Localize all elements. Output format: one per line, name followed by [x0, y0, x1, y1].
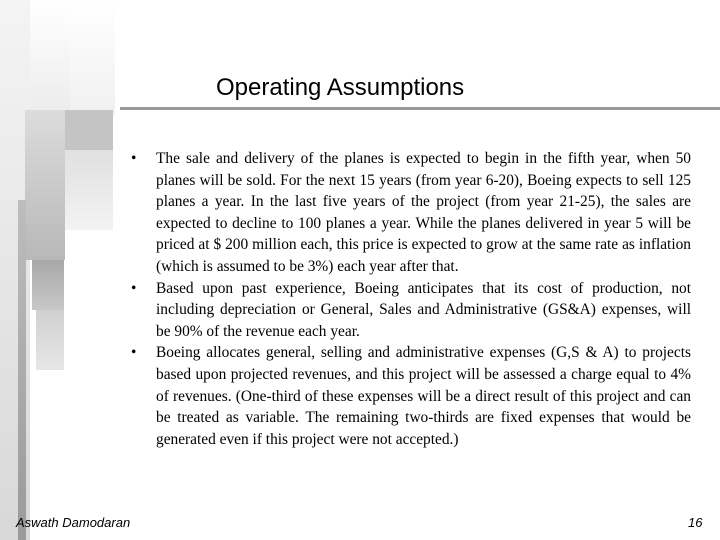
decor-block	[36, 310, 64, 370]
decor-block	[65, 110, 113, 150]
decor-block	[25, 110, 65, 260]
bullet-text: Based upon past experience, Boeing anticipates that its cost of production, not including depreciation or General, Sales and Administrative (GS&A) expenses, will be 90% of the revenue each year.	[156, 279, 691, 340]
bullet-item	[131, 278, 691, 343]
bullet-icon: •	[131, 344, 137, 362]
title-underline	[120, 107, 720, 110]
bullet-text: The sale and delivery of the planes is expected to begin in the fifth year, when 50 planes will be sold. For the next 15 years (from year 6-20), Boeing expects to sell 125 planes a year. In the last five years of the project (from year 21-25), the sales are expected to decline to 100 planes a year. While the planes delivered in year 5 will be priced at $ 200 million each, this price is expected to grow at the same rate as inflation (which is assumed to be 3%) each year after that.	[156, 150, 691, 275]
slide-title: Operating Assumptions	[216, 74, 465, 101]
bullet-item	[131, 342, 691, 450]
bullet-icon: •	[131, 279, 137, 297]
decor-block	[18, 200, 26, 540]
page-number: 16	[688, 515, 703, 530]
decor-block	[32, 260, 64, 310]
decor-block	[65, 150, 113, 230]
bullet-list	[131, 148, 691, 450]
decor-block	[30, 0, 70, 115]
bullet-text: Boeing allocates general, selling and administrative expenses (G,S & A) to projects based upon projected revenues, and this project will be assessed a charge equal to 4% of revenues. (One-third of these expenses will be a direct result of this project and can be treated as variable. The remaining two-thirds are fixed expenses that would be generated even if this project were not accepted.)	[156, 344, 691, 448]
footer-author: Aswath Damodaran	[16, 515, 131, 530]
decor-block	[70, 0, 115, 115]
bullet-icon: •	[131, 150, 137, 167]
bullet-item	[131, 148, 691, 278]
